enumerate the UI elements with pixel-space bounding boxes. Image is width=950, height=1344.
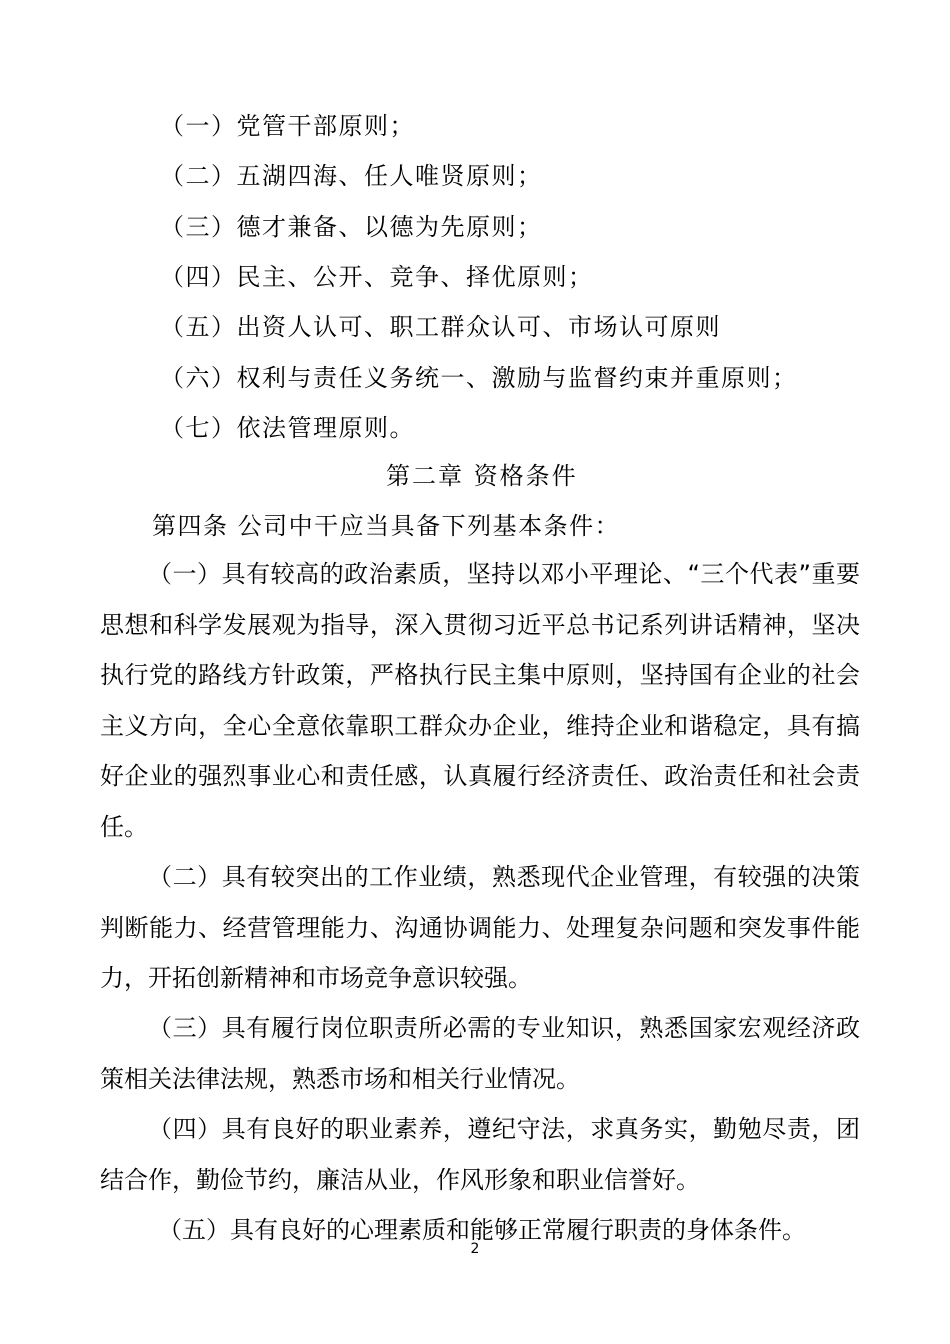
chapter-title: 第二章 资格条件 [386,462,578,490]
page-number: 2 [470,1241,480,1257]
principle-6: （六）权利与责任义务统一、激励与监督约束并重原则； [160,364,798,392]
principle-2: （二）五湖四海、任人唯贤原则； [160,162,543,190]
principle-1: （一）党管干部原则； [160,112,415,140]
principle-7: （七）依法管理原则。 [160,414,415,442]
condition-5: （五）具有良好的心理素质和能够正常履行职责的身体条件。 [158,1216,806,1244]
condition-4: （四）具有良好的职业素养，遵纪守法，求真务实，勤勉尽责，团结合作，勤俭节约，廉洁从业，作风形象和职业信誉好。 [100,1115,860,1194]
condition-3: （三）具有履行岗位职责所必需的专业知识，熟悉国家宏观经济政策相关法律法规，熟悉市场和相关行业情况。 [100,1014,860,1093]
principle-3: （三）德才兼备、以德为先原则； [160,213,543,241]
condition-2: （二）具有较突出的工作业绩，熟悉现代企业管理，有较强的决策判断能力、经营管理能力、沟通协调能力、处理复杂问题和突发事件能力，开拓创新精神和市场竞争意识较强。 [100,863,860,992]
principle-4: （四）民主、公开、竞争、择优原则； [160,263,594,291]
principle-5: （五）出资人认可、职工群众认可、市场认可原则 [160,313,721,341]
article-heading: 第四条 公司中干应当具备下列基本条件： [152,512,621,540]
condition-1: （一）具有较高的政治素质，坚持以邓小平理论、“三个代表”重要思想和科学发展观为指导，深入贯彻习近平总书记系列讲话精神，坚决执行党的路线方针政策，严格执行民主集中原则，坚持国有企业的社会主义方向，全心全意依靠职工群众办企业，维持企业和谐稳定，具有搞好企业的强烈事业心和责任感，认真履行经济责任、政治责任和社会责任。 [100,560,860,841]
